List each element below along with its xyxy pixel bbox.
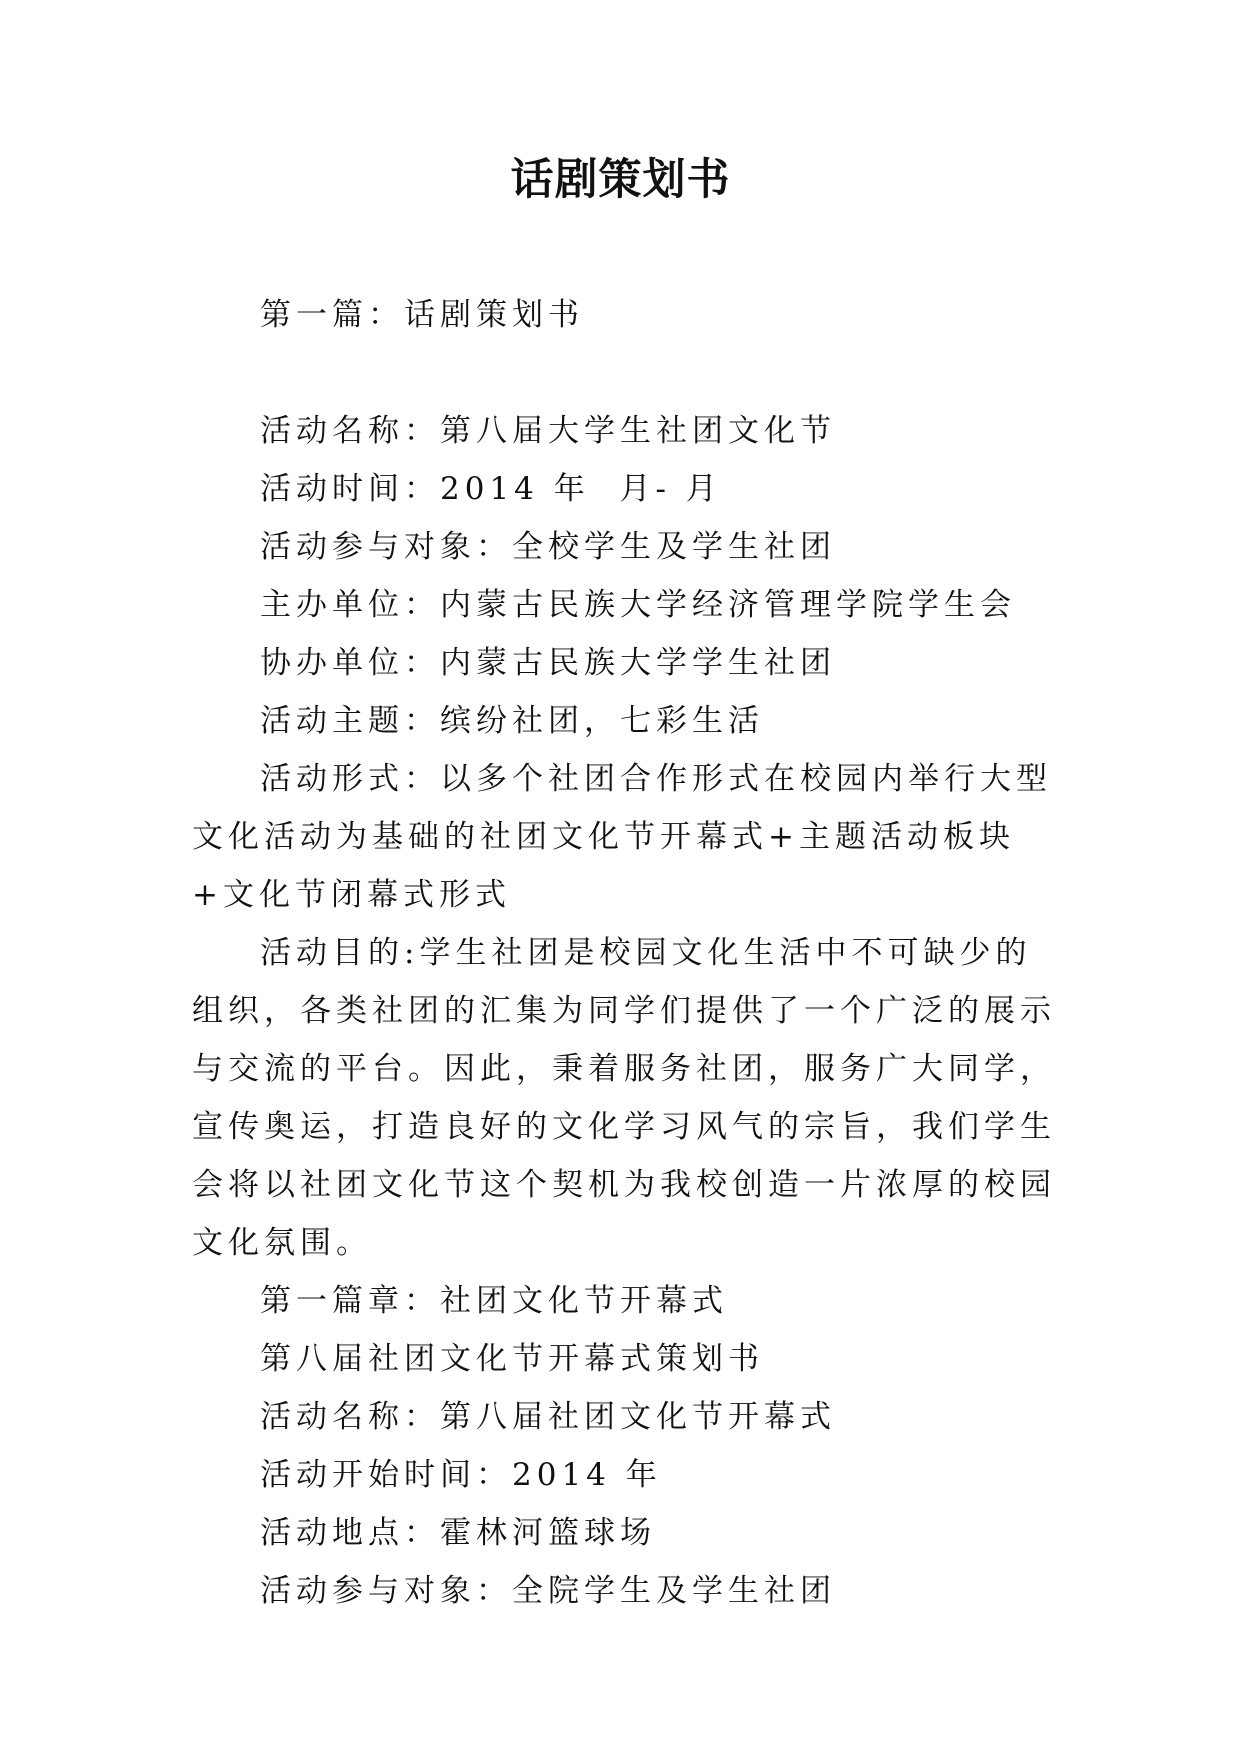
section-heading: 第一篇：话剧策划书	[260, 297, 584, 333]
paragraph-chapter-one: 第一篇章：社团文化节开幕式	[260, 1283, 728, 1319]
paragraph-theme: 活动主题：缤纷社团，七彩生活	[260, 703, 764, 739]
paragraph-activity-time: 活动时间：2014 年 月- 月	[260, 471, 722, 507]
paragraph-activity-name: 活动名称：第八届大学生社团文化节	[260, 413, 836, 449]
page-title: 话剧策划书	[510, 155, 731, 205]
document-body	[192, 402, 1060, 1620]
paragraph-opening-start-time: 活动开始时间：2014 年	[260, 1457, 662, 1493]
paragraph-opening-participants: 活动参与对象：全院学生及学生社团	[260, 1573, 836, 1609]
paragraph-opening-location: 活动地点：霍林河篮球场	[260, 1515, 656, 1551]
paragraph-participants: 活动参与对象：全校学生及学生社团	[260, 529, 836, 565]
paragraph-co-organizer: 协办单位：内蒙古民族大学学生社团	[260, 645, 836, 681]
paragraph-organizer: 主办单位：内蒙古民族大学经济管理学院学生会	[260, 587, 1016, 623]
paragraph-opening-plan-title: 第八届社团文化节开幕式策划书	[260, 1341, 764, 1377]
paragraph-opening-name: 活动名称：第八届社团文化节开幕式	[260, 1399, 836, 1435]
paragraph-purpose: 活动目的:学生社团是校园文化生活中不可缺少的组织，各类社团的汇集为同学们提供了一个广泛的展示与交流的平台。因此，秉着服务社团，服务广大同学，宣传奥运，打造良好的文化学习风气的宗旨，我们学生会将以社团文化节这个契机为我校创造一片浓厚的校园文化氛围。	[192, 935, 1056, 1261]
paragraph-format: 活动形式：以多个社团合作形式在校园内举行大型文化活动为基础的社团文化节开幕式+主题活动板块+文化节闭幕式形式	[192, 761, 1052, 913]
